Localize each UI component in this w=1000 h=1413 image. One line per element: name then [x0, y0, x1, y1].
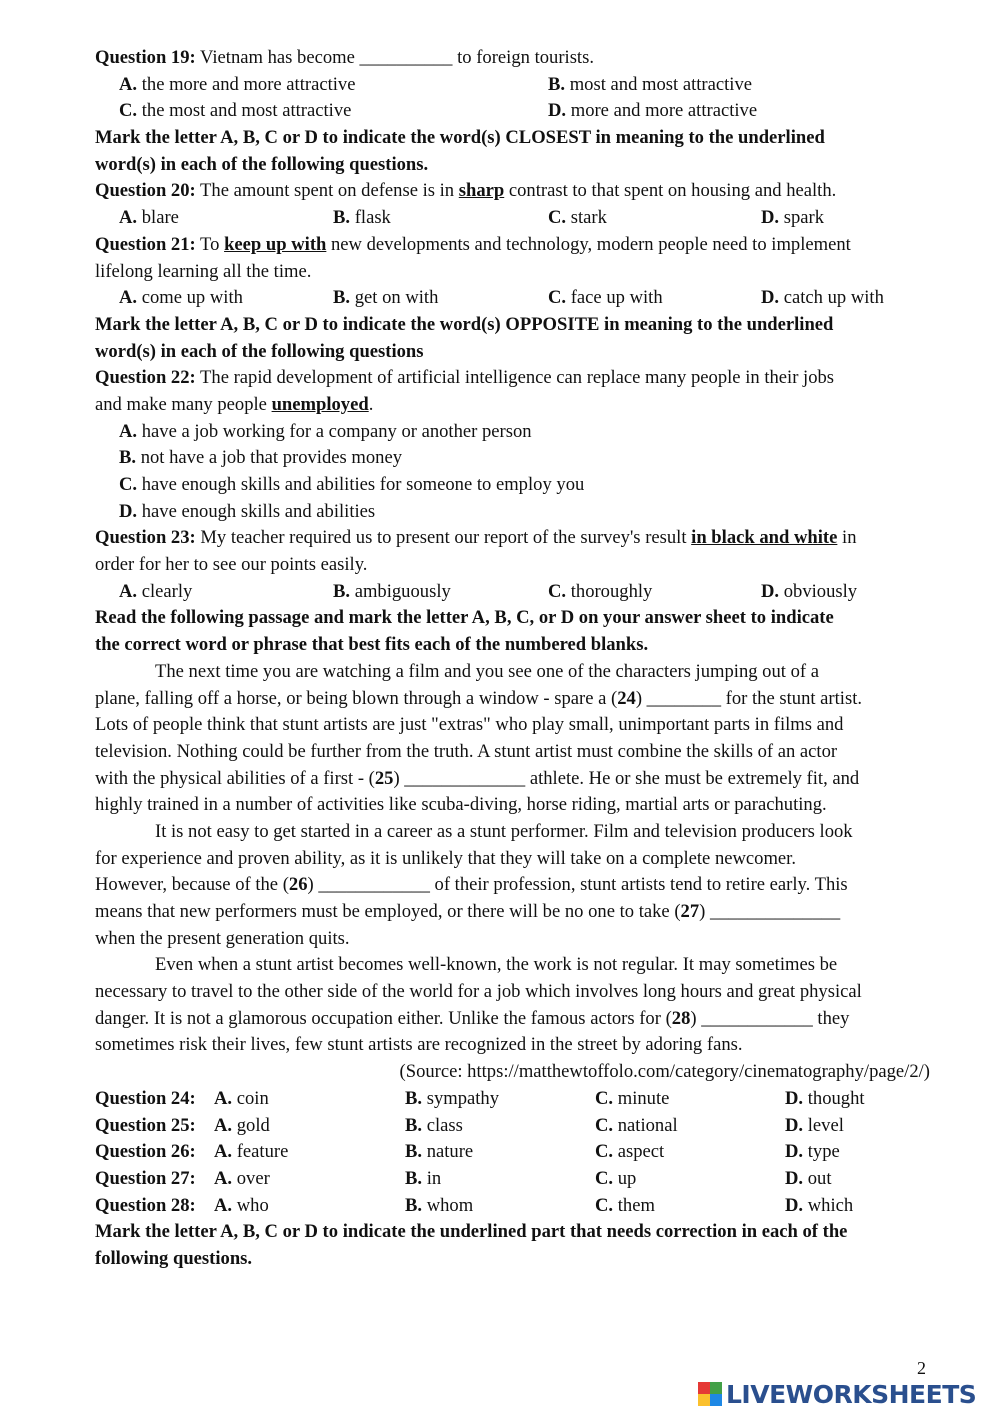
q19-option-c[interactable]: C. the most and most attractive: [119, 100, 352, 122]
instruction-closest-line-2: word(s) in each of the following questions.: [95, 153, 429, 175]
q20-options: [95, 205, 930, 232]
underlined-word: keep up with: [224, 233, 327, 255]
q23-option-b[interactable]: B. ambiguously: [333, 580, 451, 602]
passage-line: It is not easy to get started in a career as a stunt performer. Film and television producers look: [155, 820, 853, 842]
blank-number: 26: [288, 874, 308, 896]
underlined-word: sharp: [458, 180, 505, 202]
q27-option-b[interactable]: B. in: [405, 1167, 442, 1189]
question-19: [95, 45, 930, 72]
question-23-line-2: order for her to see our points easily.: [95, 554, 368, 576]
q20-option-d[interactable]: D. spark: [761, 207, 825, 229]
question-21: Question 21: To keep up with new developments and technology, modern people need to implement: [95, 233, 851, 255]
q25-option-b[interactable]: B. class: [405, 1114, 463, 1136]
q21-option-d[interactable]: D. catch up with: [761, 287, 884, 309]
q21-option-a[interactable]: A. come up with: [119, 287, 243, 309]
blank-number: 28: [671, 1007, 691, 1029]
question-label: Question 20:: [95, 180, 196, 202]
page-number: 2: [917, 1358, 926, 1378]
q28-option-b[interactable]: B. whom: [405, 1194, 474, 1216]
answer-row-26: [95, 1139, 930, 1166]
question-21-line-2: lifelong learning all the time.: [95, 260, 312, 282]
passage-line: means that new performers must be employed, or there will be no one to take (27) ______________: [95, 901, 841, 922]
q25-option-a[interactable]: A. gold: [214, 1114, 270, 1136]
q19-options-row-1: [95, 72, 930, 99]
passage-line: highly trained in a number of activities like scuba-diving, horse riding, martial arts or parachuting.: [95, 794, 827, 816]
q24-option-d[interactable]: D. thought: [785, 1087, 865, 1109]
liveworksheets-logo[interactable]: [698, 1379, 976, 1409]
passage-line: when the present generation quits.: [95, 927, 350, 949]
instruction-passage-line-1: Read the following passage and mark the letter A, B, C, or D on your answer sheet to indicate: [95, 607, 834, 629]
passage-line: Even when a stunt artist becomes well-known, the work is not regular. It may sometimes be: [155, 954, 838, 976]
q25-option-c[interactable]: C. national: [595, 1114, 678, 1136]
q26-option-a[interactable]: A. feature: [214, 1141, 289, 1163]
q23-option-c[interactable]: C. thoroughly: [548, 580, 653, 602]
reading-passage: [95, 659, 930, 1086]
q19-option-b[interactable]: B. most and most attractive: [548, 73, 752, 95]
q27-option-d[interactable]: D. out: [785, 1167, 832, 1189]
blank-number: 24: [617, 687, 636, 709]
question-20: Question 20: The amount spent on defense is in sharp contrast to that spent on housing and health.: [95, 180, 837, 202]
q24-option-b[interactable]: B. sympathy: [405, 1087, 500, 1109]
question-22: Question 22: The rapid development of artificial intelligence can replace many people in their jobs: [95, 367, 835, 389]
question-label: Question 21:: [95, 233, 196, 255]
passage-line: The next time you are watching a film and you see one of the characters jumping out of a: [155, 660, 819, 682]
question-22-line-2: and make many people unemployed.: [95, 393, 374, 415]
passage-line: sometimes risk their lives, few stunt artists are recognized in the street by adoring fans.: [95, 1034, 743, 1056]
underlined-word: unemployed: [271, 393, 369, 415]
q27-option-c[interactable]: C. up: [595, 1167, 637, 1189]
passage-line: danger. It is not a glamorous occupation either. Unlike the famous actors for (28) ____________ they: [95, 1007, 850, 1029]
passage-line: plane, falling off a horse, or being blown through a window - spare a (24) ________ for the stunt artist.: [95, 687, 863, 709]
q19-options-row-2: [95, 98, 930, 125]
passage-source: (Source: https://matthewtoffolo.com/category/cinematography/page/2/): [399, 1061, 930, 1083]
q21-option-c[interactable]: C. face up with: [548, 287, 663, 309]
worksheet-page: [95, 45, 930, 1273]
answer-row-27: [95, 1166, 930, 1193]
passage-line: for experience and proven ability, as it is unlikely that they will take on a complete newcomer.: [95, 847, 796, 869]
q22-option-c[interactable]: C. have enough skills and abilities for someone to employ you: [119, 474, 585, 495]
answer-row-24: [95, 1086, 930, 1113]
q24-option-c[interactable]: C. minute: [595, 1087, 670, 1109]
answer-row-25: [95, 1113, 930, 1140]
instruction-passage-line-2: the correct word or phrase that best fits each of the numbered blanks.: [95, 634, 649, 656]
question-label: Question 27:: [95, 1167, 196, 1189]
q21-option-b[interactable]: B. get on with: [333, 287, 439, 309]
q25-option-d[interactable]: D. level: [785, 1114, 844, 1136]
q20-option-c[interactable]: C. stark: [548, 207, 607, 229]
instruction-opposite-line-1: Mark the letter A, B, C or D to indicate the word(s) OPPOSITE in meaning to the underlined: [95, 313, 834, 335]
q22-option-d[interactable]: D. have enough skills and abilities: [119, 500, 376, 522]
passage-line: Lots of people think that stunt artists are just "extras" who play small, unimportant parts in films and: [95, 714, 844, 736]
logo-grid-icon: [698, 1382, 722, 1406]
passage-line: However, because of the (26) ____________ of their profession, stunt artists tend to retire early. This: [95, 874, 848, 896]
passage-line: necessary to travel to the other side of the world for a job which involves long hours and great physical: [95, 981, 862, 1003]
instruction-opposite-line-2: word(s) in each of the following questions: [95, 340, 424, 362]
blank-number: 25: [374, 767, 394, 789]
q27-option-a[interactable]: A. over: [214, 1167, 270, 1189]
q28-option-a[interactable]: A. who: [214, 1194, 269, 1216]
q26-option-d[interactable]: D. type: [785, 1141, 840, 1163]
underlined-word: in black and white: [691, 527, 838, 549]
logo-text: LIVEWORKSHEETS: [726, 1379, 977, 1409]
question-label: Question 28:: [95, 1194, 196, 1216]
question-text: Vietnam has become __________ to foreign tourists.: [195, 47, 594, 68]
question-label: Question 19:: [95, 47, 196, 68]
q20-option-b[interactable]: B. flask: [333, 207, 391, 229]
instruction-closest-line-1: Mark the letter A, B, C or D to indicate the word(s) CLOSEST in meaning to the underlined: [95, 127, 825, 149]
q28-option-c[interactable]: C. them: [595, 1194, 655, 1216]
question-label: Question 25:: [95, 1114, 196, 1136]
question-label: Question 24:: [95, 1087, 196, 1109]
passage-line: with the physical abilities of a first - (25) _____________ athlete. He or she must be extremely fit, and: [95, 767, 860, 789]
answer-row-28: [95, 1193, 930, 1220]
q19-option-d[interactable]: D. more and more attractive: [548, 100, 758, 122]
instruction-correction-line-1: Mark the letter A, B, C or D to indicate the underlined part that needs correction in each of the: [95, 1221, 848, 1243]
q23-option-a[interactable]: A. clearly: [119, 580, 193, 602]
q26-option-b[interactable]: B. nature: [405, 1141, 474, 1163]
passage-line: television. Nothing could be further from the truth. A stunt artist must combine the skills of an actor: [95, 740, 838, 762]
q28-option-d[interactable]: D. which: [785, 1194, 854, 1216]
q23-options: [95, 579, 930, 606]
q21-options: [95, 285, 930, 312]
question-label: Question 22:: [95, 367, 196, 389]
q20-option-a[interactable]: A. blare: [119, 207, 179, 229]
q24-option-a[interactable]: A. coin: [214, 1087, 269, 1109]
q19-option-a[interactable]: A. the more and more attractive: [119, 73, 356, 95]
blank-number: 27: [680, 901, 700, 922]
q26-option-c[interactable]: C. aspect: [595, 1141, 665, 1163]
question-label: Question 26:: [95, 1141, 196, 1163]
question-label: Question 23:: [95, 527, 196, 549]
instruction-correction-line-2: following questions.: [95, 1247, 253, 1269]
q23-option-d[interactable]: D. obviously: [761, 580, 858, 602]
q22-option-b[interactable]: B. not have a job that provides money: [119, 447, 402, 469]
q22-option-a[interactable]: A. have a job working for a company or another person: [119, 420, 532, 442]
question-23: Question 23: My teacher required us to present our report of the survey's result in black and white in: [95, 527, 857, 549]
